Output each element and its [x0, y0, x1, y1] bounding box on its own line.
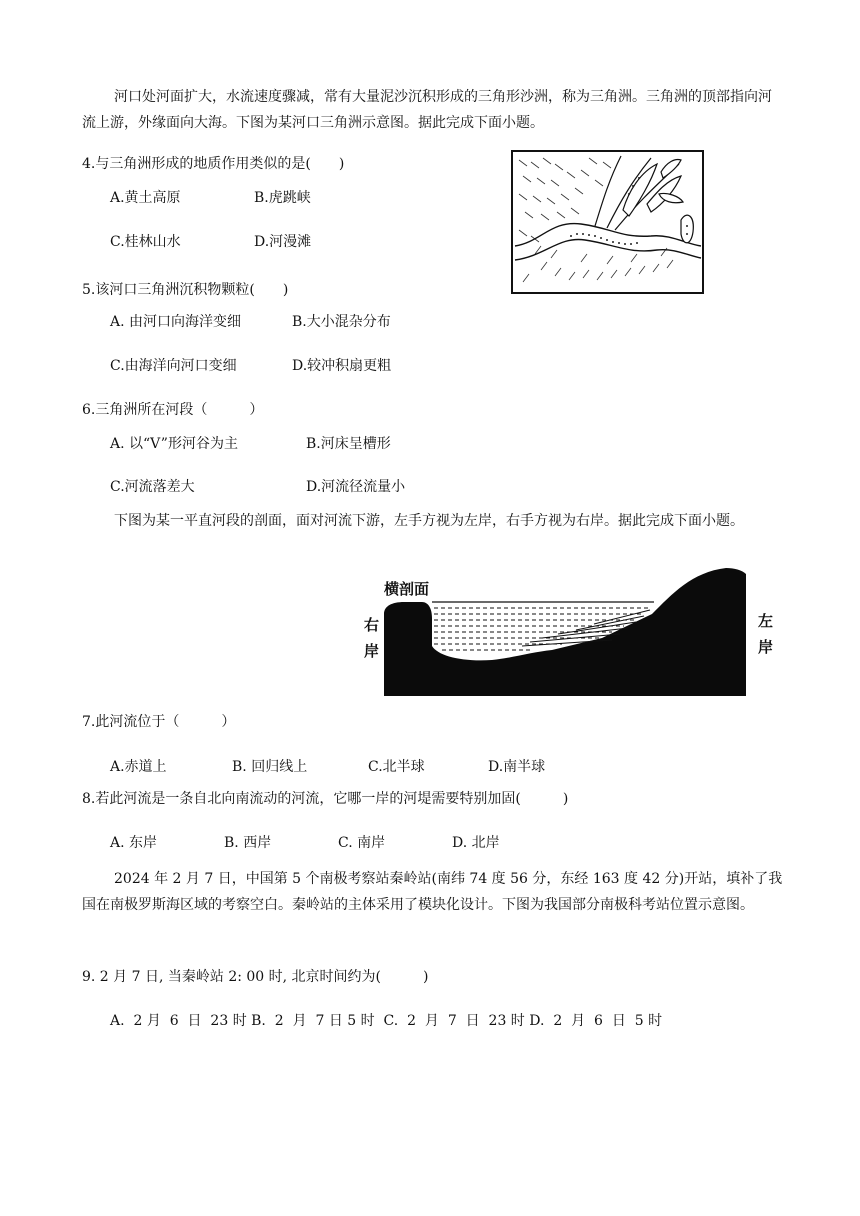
q6-option-c[interactable]: C.河流落差大 — [110, 479, 195, 495]
q8-option-b[interactable]: B. 西岸 — [224, 835, 272, 851]
river-cross-section-figure — [362, 566, 782, 698]
question-4-stem: 4.与三角洲形成的地质作用类似的是( ) — [82, 156, 345, 172]
intro-paragraph-delta: 河口处河面扩大，水流速度骤减，常有大量泥沙沉积形成的三角形沙洲，称为三角洲。三角洲的顶部指向河流上游，外缘面向大海。下图为某河口三角洲示意图。据此完成下面小题。 — [82, 89, 772, 131]
q5-option-c[interactable]: C.由海洋向河口变细 — [110, 358, 237, 374]
q7-option-b[interactable]: B. 回归线上 — [232, 759, 308, 775]
q7-option-a[interactable]: A.赤道上 — [110, 759, 167, 775]
q6-option-b[interactable]: B.河床呈槽形 — [306, 436, 391, 452]
left-bank-label-2: 岸 — [758, 638, 774, 656]
intro-paragraph-antarctic-station: 2024 年 2 月 7 日，中国第 5 个南极考察站秦岭站(南纬 74 度 56 分，东经 163 度 42 分)开站，填补了我国在南极罗斯海区域的考察空白。秦岭站的主体采用了模块化设计。下图为我国部分南极科考站位置示意图。 — [82, 871, 783, 913]
cross-section-svg — [362, 566, 782, 698]
question-6-stem: 6.三角洲所在河段（ ） — [82, 402, 264, 418]
right-bank-label-1: 右 — [364, 616, 380, 634]
q4-option-c[interactable]: C.桂林山水 — [110, 234, 181, 250]
q7-option-c[interactable]: C.北半球 — [368, 759, 425, 775]
delta-map-figure — [511, 150, 704, 294]
q4-option-b[interactable]: B.虎跳峡 — [254, 190, 311, 206]
right-bank-label-2: 岸 — [364, 642, 380, 660]
q9-options[interactable]: A. 2 月 6 日 23 时 B. 2 月 7 日 5 时 C. 2 月 7 日 23 时 D. 2 月 6 日 5 时 — [110, 1013, 663, 1029]
q7-option-d[interactable]: D.南半球 — [488, 759, 546, 775]
q8-option-c[interactable]: C. 南岸 — [338, 835, 386, 851]
intro-paragraph-cross-section: 下图为某一平直河段的剖面，面对河流下游，左手方视为左岸，右手方视为右岸。据此完成下面小题。 — [114, 513, 744, 529]
question-9-stem: 9. 2 月 7 日, 当秦岭站 2: 00 时, 北京时间约为( ) — [82, 969, 429, 985]
question-5-stem: 5.该河口三角洲沉积物颗粒( ) — [82, 282, 289, 298]
question-7-stem: 7.此河流位于（ ） — [82, 714, 236, 730]
cross-section-title: 横剖面 — [384, 580, 430, 598]
left-bank-label-1: 左 — [758, 612, 774, 630]
q6-option-a[interactable]: A. 以“V”形河谷为主 — [110, 436, 238, 452]
delta-map-svg — [511, 150, 704, 294]
q4-option-d[interactable]: D.河漫滩 — [254, 234, 312, 250]
q5-option-a[interactable]: A. 由河口向海洋变细 — [110, 314, 242, 330]
q6-option-d[interactable]: D.河流径流量小 — [306, 479, 406, 495]
q8-option-a[interactable]: A. 东岸 — [110, 835, 158, 851]
q5-option-d[interactable]: D.较冲积扇更粗 — [292, 358, 392, 374]
q5-option-b[interactable]: B.大小混杂分布 — [292, 314, 391, 330]
question-8-stem: 8.若此河流是一条自北向南流动的河流，它哪一岸的河堤需要特别加固( ) — [82, 791, 569, 807]
q4-option-a[interactable]: A.黄土高原 — [110, 190, 181, 206]
q8-option-d[interactable]: D. 北岸 — [452, 835, 500, 851]
